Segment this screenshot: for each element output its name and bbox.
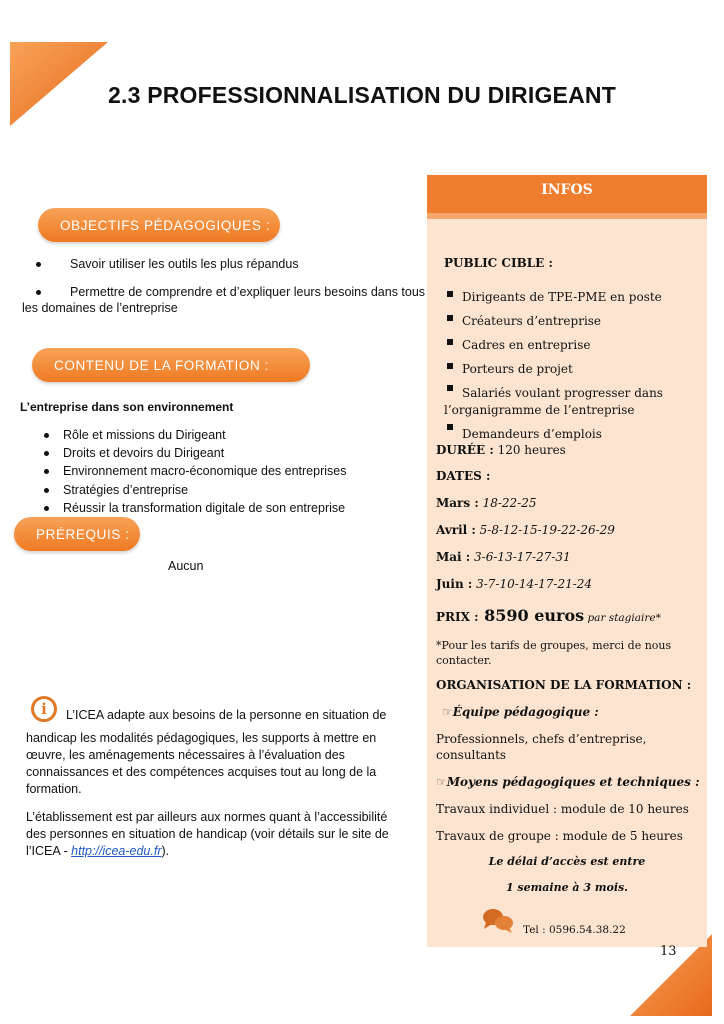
duree-label: DURÉE : [436, 443, 494, 457]
accessibility-suffix: ). [161, 844, 170, 858]
date-row [436, 495, 536, 511]
prix-label: PRIX : [436, 610, 479, 624]
date-row [436, 549, 571, 565]
objectif-item: Savoir utiliser les outils les plus répandus [70, 257, 299, 271]
infos-header: INFOS [427, 175, 707, 213]
date-row [436, 576, 592, 592]
travaux-text: Travaux de groupe : module de 5 heures [436, 829, 683, 843]
bullet-dot [36, 262, 41, 267]
public-item: Cadres en entreprise [462, 338, 591, 352]
square-bullet [447, 339, 453, 345]
bullet-dot [36, 290, 41, 295]
date-days: 5-8-12-15-19-22-26-29 [475, 523, 615, 537]
date-month: Mai : [436, 550, 471, 564]
square-bullet [447, 385, 453, 391]
date-days: 18-22-25 [478, 496, 537, 510]
bullet-dot [44, 488, 49, 493]
accessibility-line: handicap les modalités pédagogiques, les supports à mettre en [26, 731, 377, 745]
moyens-label: Moyens pédagogiques et techniques : [446, 775, 700, 789]
accessibility-line: œuvre, les aménagements nécessaires à l’évaluation des [26, 748, 345, 762]
delai-text: 1 semaine à 3 mois. [505, 881, 629, 894]
objectif-item-continued: les domaines de l’entreprise [22, 301, 178, 315]
prerequis-heading: PRÉREQUIS : [14, 517, 140, 551]
page-number: 13 [660, 944, 677, 959]
contenu-item: Stratégies d’entreprise [63, 483, 189, 497]
public-item: Créateurs d’entreprise [462, 314, 602, 328]
accessibility-line: L’établissement est par ailleurs aux normes quant à l’accessibilité [26, 810, 388, 824]
hand-icon: ☞ [442, 705, 453, 719]
equipe-label: Équipe pédagogique : [452, 705, 599, 719]
public-item: Porteurs de projet [462, 362, 573, 376]
prerequis-value: Aucun [168, 559, 204, 573]
public-item: Demandeurs d’emplois [462, 427, 602, 441]
contenu-item: Réussir la transformation digitale de son entreprise [63, 501, 346, 515]
contenu-subtitle: L’entreprise dans son environnement [20, 400, 234, 414]
telephone: Tel : 0596.54.38.22 [523, 924, 626, 936]
organisation-label: ORGANISATION DE LA FORMATION : [436, 678, 692, 692]
accessibility-prefix: l’ICEA - [26, 844, 72, 858]
duree [436, 442, 566, 458]
contenu-heading: CONTENU DE LA FORMATION : [32, 348, 310, 382]
square-bullet [447, 315, 453, 321]
square-bullet [447, 363, 453, 369]
date-month: Juin : [436, 577, 473, 591]
date-days: 3-7-10-14-17-21-24 [472, 577, 593, 591]
accessibility-line: L’ICEA adapte aux besoins de la personne en situation de [66, 708, 387, 722]
date-days: 3-6-13-17-27-31 [470, 550, 571, 564]
square-bullet [447, 291, 453, 297]
hand-icon: ☞ [436, 775, 447, 789]
public-item-continued: l’organigramme de l’entreprise [444, 403, 635, 417]
accessibility-line: connaissances et des compétences acquises tout au long de la [26, 765, 377, 779]
dates-label: DATES : [436, 469, 491, 483]
prix-note: par stagiaire* [584, 612, 661, 624]
date-row [436, 522, 615, 538]
contenu-item: Droits et devoirs du Dirigeant [63, 446, 225, 460]
accessibility-line: formation. [26, 782, 82, 796]
objectifs-heading: OBJECTIFS PÉDAGOGIQUES : [38, 208, 280, 242]
date-month: Mars : [436, 496, 479, 510]
equipe-text: Professionnels, chefs d’entreprise, [436, 732, 647, 746]
public-cible-label: PUBLIC CIBLE : [444, 256, 553, 270]
moyens-row [436, 774, 700, 790]
objectif-item: Permettre de comprendre et d’expliquer leurs besoins dans tous [70, 285, 426, 299]
public-item: Dirigeants de TPE-PME en poste [462, 290, 662, 304]
prix-value: 8590 euros [478, 606, 585, 625]
icea-link[interactable]: http://icea-edu.fr [71, 844, 162, 858]
duree-value: 120 heures [493, 443, 566, 457]
bullet-dot [44, 469, 49, 474]
public-item: Salariés voulant progresser dans [462, 386, 663, 400]
info-icon: i [31, 696, 57, 722]
groupes-note: contacter. [436, 654, 492, 667]
square-bullet [447, 424, 453, 430]
groupes-note: *Pour les tarifs de groupes, merci de nous [436, 639, 672, 652]
equipe-row [442, 704, 599, 720]
contenu-item: Environnement macro-économique des entreprises [63, 464, 347, 478]
chat-bubbles-icon [482, 907, 514, 935]
contenu-item: Rôle et missions du Dirigeant [63, 428, 226, 442]
bullet-dot [44, 433, 49, 438]
delai-text: Le délai d’accès est entre [488, 855, 646, 868]
date-month: Avril : [436, 523, 476, 537]
equipe-text: consultants [436, 748, 507, 762]
bullet-dot [44, 506, 49, 511]
prix [436, 606, 661, 628]
accessibility-line-last [26, 843, 169, 859]
page-title: 2.3 PROFESSIONNALISATION DU DIRIGEANT [108, 82, 616, 108]
bullet-dot [44, 451, 49, 456]
accessibility-line: des personnes en situation de handicap (voir détails sur le site de [26, 827, 389, 841]
travaux-text: Travaux individuel : module de 10 heures [436, 802, 689, 816]
